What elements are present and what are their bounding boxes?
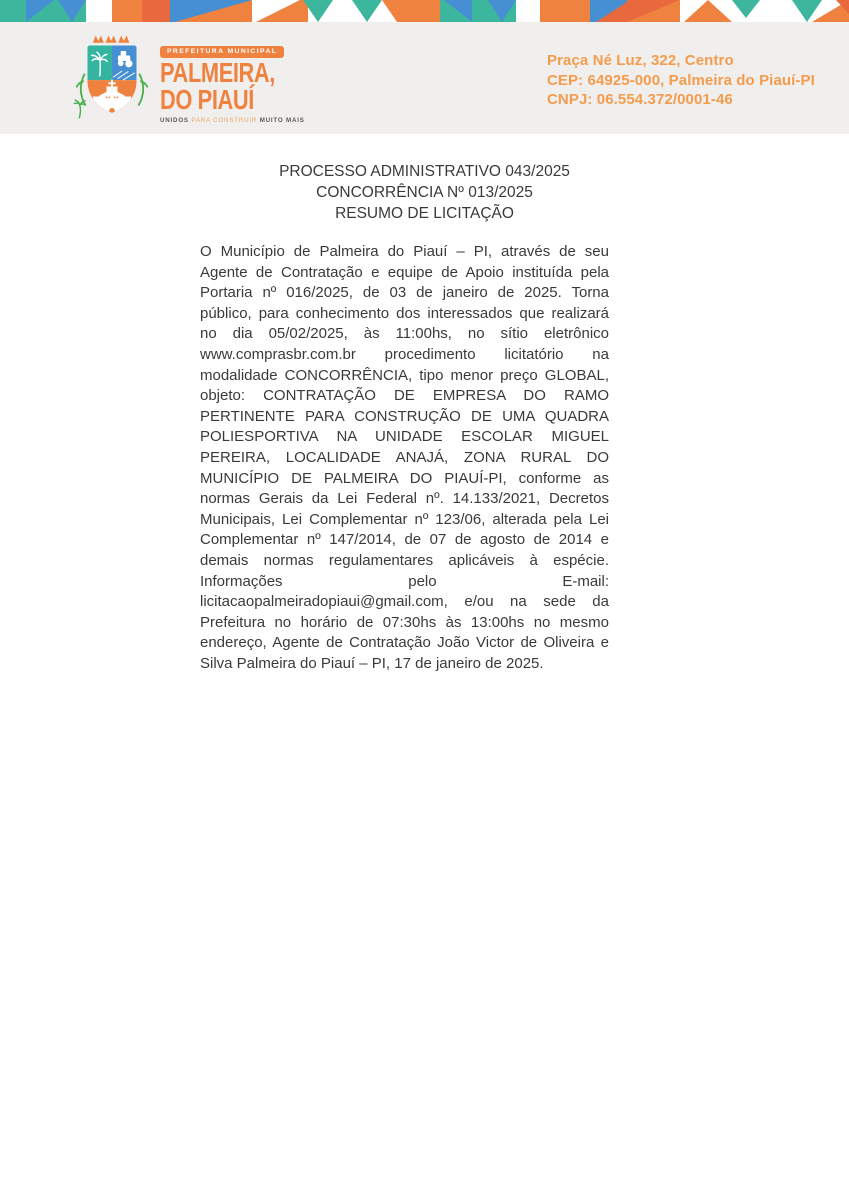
- prefeitura-badge: PREFEITURA MUNICIPAL: [160, 46, 284, 58]
- title-line-concorrencia: CONCORRÊNCIA Nº 013/2025: [316, 184, 533, 201]
- logo-name-line2: DO PIAUÍ: [160, 84, 254, 115]
- contact-address: Praça Né Luz, 322, Centro: [547, 52, 734, 69]
- triangle-banner-pattern: [0, 0, 849, 22]
- title-line-processo: PROCESSO ADMINISTRATIVO 043/2025: [279, 163, 570, 180]
- title-line-resumo: RESUMO DE LICITAÇÃO: [335, 205, 514, 222]
- document-body-paragraph: O Município de Palmeira do Piauí – PI, através de seu Agente de Contratação e equipe de Apoio instituída pela Portaria nº 016/2025, de 03 de janeiro de 2025. Torna público, para conhecimento dos interessados que realizará no dia 05/02/2025, às 11:00hs, no sítio eletrônico www.comprasbr.com.br procedimento licitatório na modalidade CONCORRÊNCIA, tipo menor preço GLOBAL, objeto: CONTRATAÇÃO DE EMPRESA DO RAMO PERTINENTE PARA CONSTRUÇÃO DE UMA QUADRA POLIESPORTIVA NA UNIDADE ESCOLAR MIGUEL PEREIRA, LOCALIDADE ANAJÁ, ZONA RURAL DO MUNICÍPIO DE PALMEIRA DO PIAUÍ-PI, conforme as normas Gerais da Lei Federal nº. 14.133/2021, Decretos Municipais, Lei Complementar nº 123/06, alterada pela Lei Complementar nº 147/2014, de 07 de agosto de 2014 e demais normas regulamentares aplicáveis à espécie. Informações pelo E-mail: licitacaopalmeiradopiaui@gmail.com, e/ou na sede da Prefeitura no horário de 07:30hs às 13:00hs no mesmo endereço, Agente de Contratação João Victor de Oliveira e Silva Palmeira do Piauí – PI, 17 de janeiro de 2025.: [200, 243, 609, 672]
- tagline-part2: PARA CONSTRUIR: [191, 117, 258, 124]
- contact-cep: CEP: 64925-000, Palmeira do Piauí-PI: [547, 71, 815, 89]
- crown-icon: [93, 35, 129, 42]
- contact-block: [547, 51, 815, 110]
- municipal-crest: [66, 30, 158, 132]
- logo-wordmark: [160, 40, 340, 124]
- logo-name-line1: PALMEIRA,: [160, 57, 275, 88]
- document-title: [0, 161, 849, 224]
- tagline-part3: MUITO MAIS: [259, 117, 305, 124]
- contact-cnpj: CNPJ: 06.554.372/0001-46: [547, 91, 733, 108]
- logo-tagline: [160, 117, 340, 124]
- tagline-part1: UNIDOS: [160, 117, 189, 124]
